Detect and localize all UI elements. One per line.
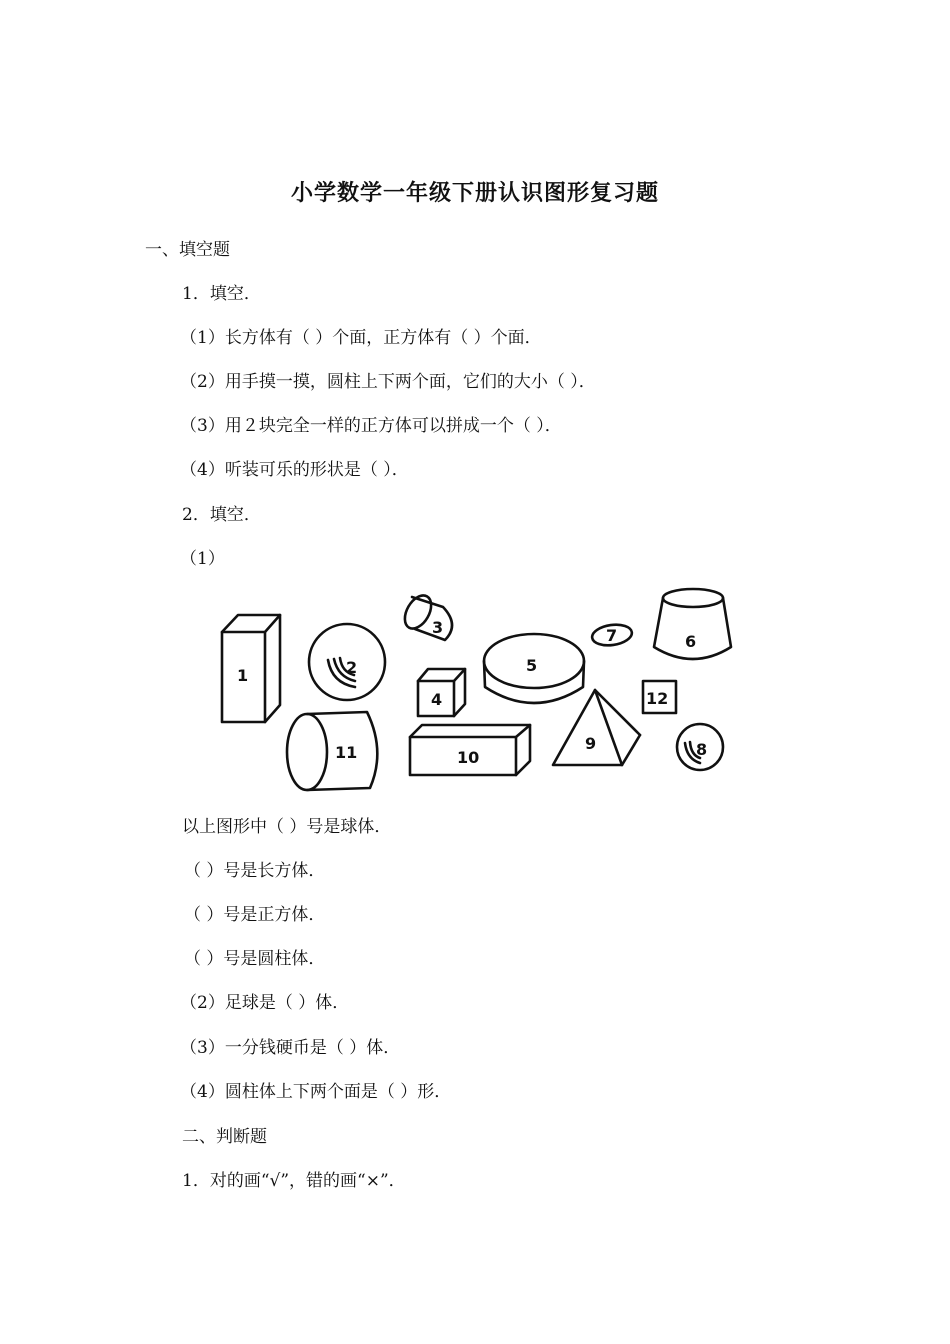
question-2-item: （3）一分钱硬币是（ ）体． bbox=[180, 1038, 401, 1058]
shape-10-cuboid bbox=[410, 725, 530, 775]
shape-3-cylinder bbox=[399, 591, 452, 640]
shape-label-1: 1 bbox=[237, 666, 249, 685]
question-1-heading: 1．填空． bbox=[182, 284, 261, 304]
solid-shapes-figure bbox=[210, 585, 740, 795]
true-false-instruction: 1．对的画“√”，错的画“×”． bbox=[182, 1171, 406, 1191]
shape-label-7: 7 bbox=[606, 626, 618, 645]
section-heading-fill-in: 一、填空题 bbox=[145, 240, 230, 260]
shape-5-cylinder bbox=[484, 634, 584, 703]
shape-label-4: 4 bbox=[431, 690, 443, 709]
question-2-answer-line: （ ）号是长方体． bbox=[184, 861, 326, 881]
shape-label-10: 10 bbox=[457, 748, 480, 767]
shape-2-sphere bbox=[309, 624, 385, 700]
question-1-item: （2）用手摸一摸，圆柱上下两个面，它们的大小（ ）． bbox=[180, 372, 596, 392]
shape-label-2: 2 bbox=[346, 658, 358, 677]
shape-label-11: 11 bbox=[335, 743, 358, 762]
shape-7-ellipse bbox=[591, 622, 633, 647]
shape-6-frustum bbox=[654, 589, 731, 659]
shape-label-6: 6 bbox=[685, 632, 697, 651]
question-1-item: （4）听装可乐的形状是（ ）． bbox=[180, 460, 409, 480]
shape-12-square bbox=[643, 681, 676, 713]
shape-1-cuboid bbox=[222, 615, 280, 722]
shape-label-9: 9 bbox=[585, 734, 597, 753]
shape-label-12: 12 bbox=[646, 689, 669, 708]
shape-9-pyramid bbox=[553, 690, 640, 765]
shape-4-cube bbox=[418, 669, 465, 716]
shape-label-8: 8 bbox=[696, 740, 708, 759]
shape-8-sphere bbox=[677, 724, 723, 770]
question-2-item: （2）足球是（ ）体． bbox=[180, 993, 350, 1013]
question-2-part-label: （1） bbox=[180, 549, 225, 569]
section-heading-true-false: 二、判断题 bbox=[182, 1127, 267, 1147]
question-1-item: （1）长方体有（ ）个面，正方体有（ ）个面． bbox=[180, 328, 542, 348]
page-title: 小学数学一年级下册认识图形复习题 bbox=[290, 180, 659, 206]
shape-11-cylinder bbox=[287, 712, 377, 790]
question-2-answer-line: （ ）号是圆柱体． bbox=[184, 949, 326, 969]
question-1-item: （3）用２块完全一样的正方体可以拼成一个（ ）． bbox=[180, 416, 562, 436]
question-2-heading: 2．填空． bbox=[182, 505, 261, 525]
shape-label-3: 3 bbox=[432, 618, 444, 637]
question-2-answer-line: （ ）号是正方体． bbox=[184, 905, 326, 925]
question-2-item: （4）圆柱体上下两个面是（ ）形． bbox=[180, 1082, 452, 1102]
shape-label-5: 5 bbox=[526, 656, 538, 675]
question-2-answer-line: 以上图形中（ ）号是球体． bbox=[182, 817, 392, 837]
